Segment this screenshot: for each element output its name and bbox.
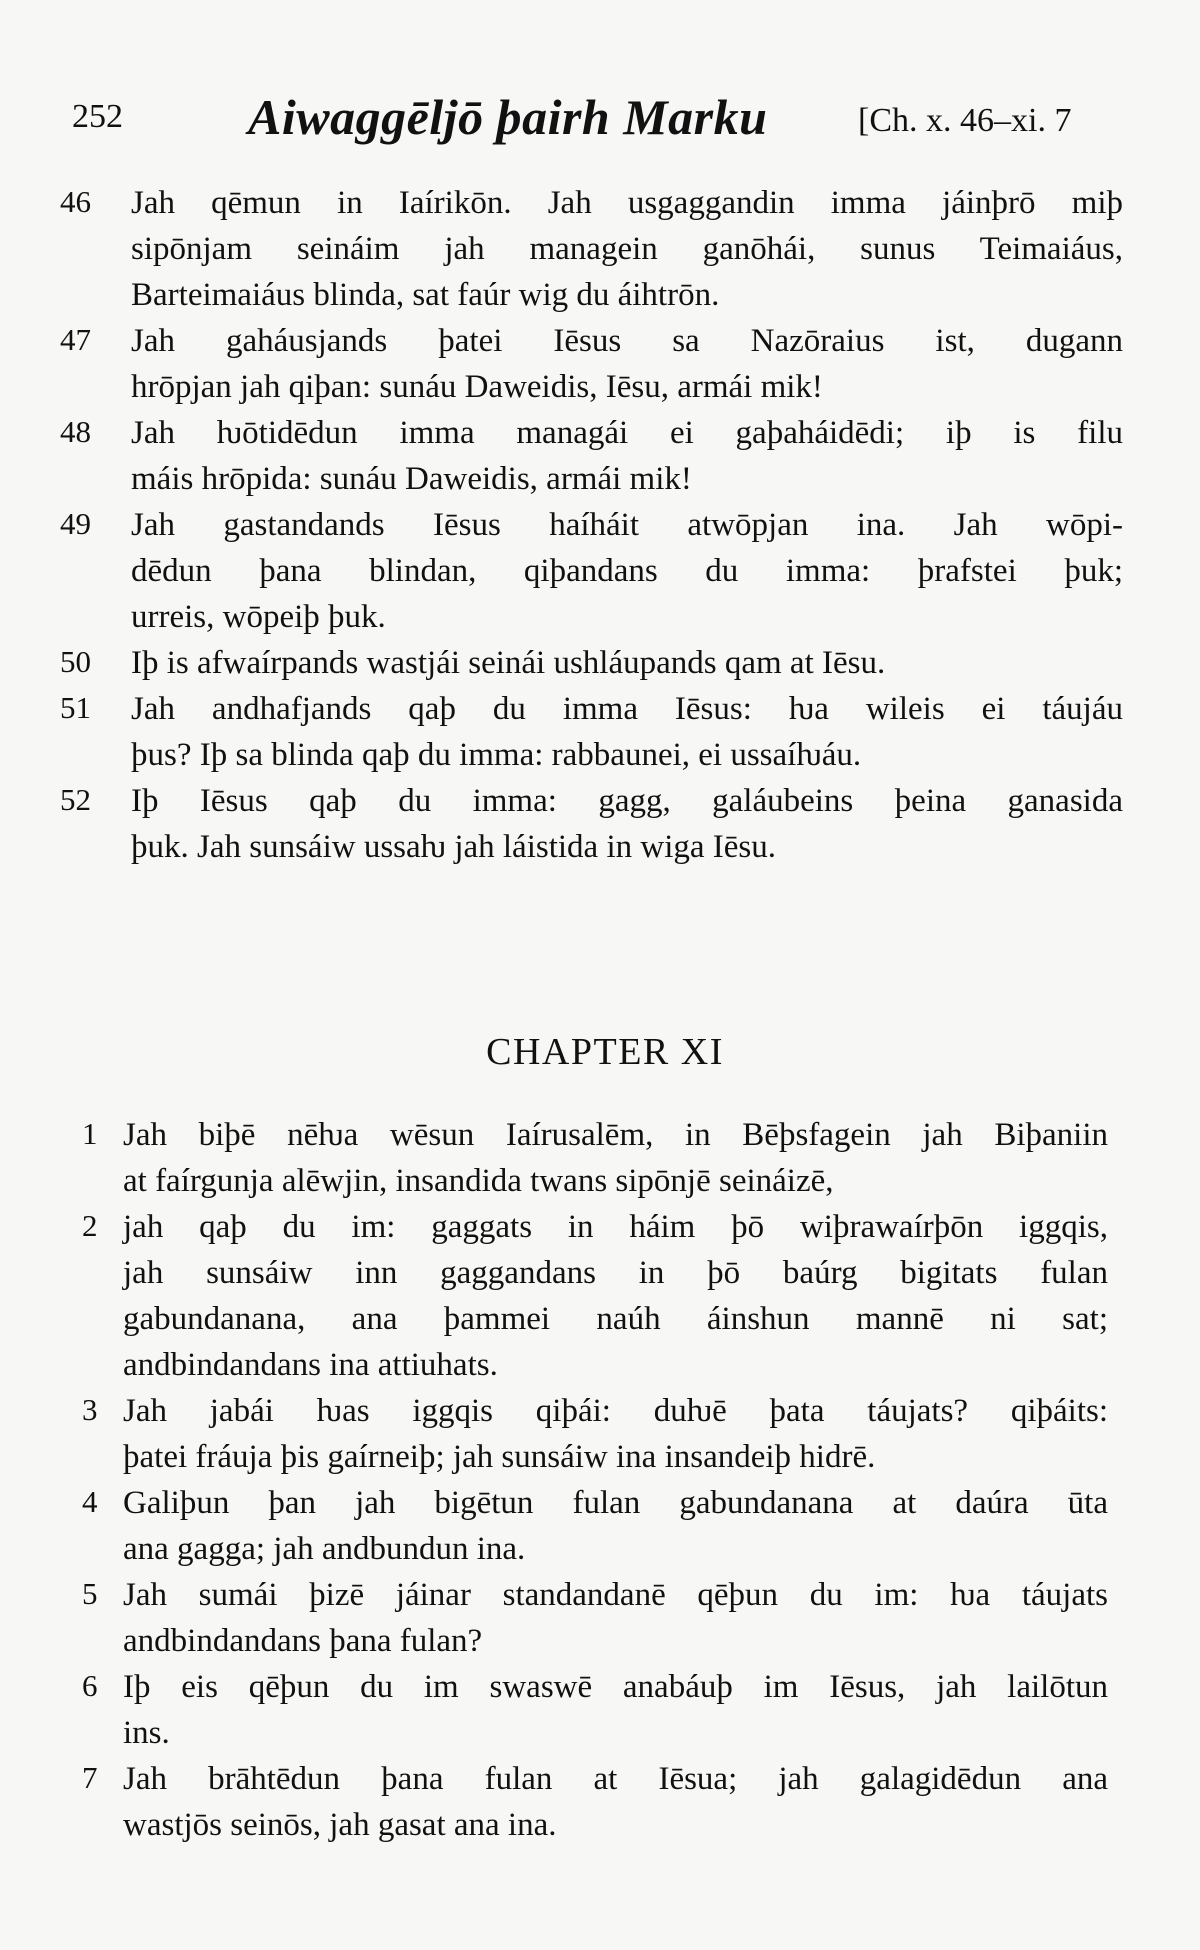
verse-number: 2 bbox=[82, 1208, 98, 1243]
verse-text bbox=[131, 686, 1123, 778]
verse-number: 52 bbox=[60, 782, 91, 817]
verse-line: Jah brāhtēdun þana fulan at Iēsua; jah galagidēdun ana bbox=[123, 1761, 1108, 1797]
verse-text bbox=[123, 1388, 1108, 1480]
verse-text bbox=[131, 778, 1123, 870]
verse-number: 6 bbox=[82, 1668, 98, 1703]
verse-text bbox=[123, 1204, 1108, 1388]
verse-line: Jah ƕōtidēdun imma managái ei gaþaháidēdi; iþ is filu bbox=[131, 415, 1123, 451]
verse-text bbox=[131, 640, 1123, 686]
verse-line: Jah andhafjands qaþ du imma Iēsus: ƕa wileis ei táujáu bbox=[131, 691, 1123, 727]
verse-1 bbox=[0, 1112, 1200, 1204]
verse-line: Jah qēmun in Iaírikōn. Jah usgaggandin imma jáinþrō miþ bbox=[131, 185, 1123, 221]
verse-number: 48 bbox=[60, 414, 91, 449]
verse-line: jah qaþ du im: gaggats in háim þō wiþrawaírþōn iggqis, bbox=[123, 1209, 1108, 1245]
verse-line: urreis, wōpeiþ þuk. bbox=[131, 599, 386, 635]
verse-number: 1 bbox=[82, 1116, 98, 1151]
verse-number: 7 bbox=[82, 1760, 98, 1795]
chapter-heading: CHAPTER XI bbox=[486, 1031, 724, 1073]
verse-47 bbox=[0, 318, 1200, 410]
verse-text bbox=[123, 1480, 1108, 1572]
chapter-reference: [Ch. x. 46–xi. 7 bbox=[858, 102, 1072, 139]
verse-number: 50 bbox=[60, 644, 91, 679]
verse-line: þuk. Jah sunsáiw ussaƕ jah láistida in wiga Iēsu. bbox=[131, 829, 776, 865]
verse-number: 47 bbox=[60, 322, 91, 357]
verse-line: wastjōs seinōs, jah gasat ana ina. bbox=[123, 1807, 557, 1843]
verse-text bbox=[123, 1664, 1108, 1756]
chapter-x-section bbox=[0, 180, 1200, 870]
verse-50 bbox=[0, 640, 1200, 686]
verse-line: máis hrōpida: sunáu Daweidis, armái mik! bbox=[131, 461, 692, 497]
verse-line: jah sunsáiw inn gaggandans in þō baúrg bigitats fulan bbox=[123, 1255, 1108, 1291]
verse-52 bbox=[0, 778, 1200, 870]
verse-5 bbox=[0, 1572, 1200, 1664]
verse-line: gabundanana, ana þammei naúh áinshun mannē ni sat; bbox=[123, 1301, 1108, 1337]
verse-number: 49 bbox=[60, 506, 91, 541]
verse-line: Jah sumái þizē jáinar standandanē qēþun du im: ƕa táujats bbox=[123, 1577, 1108, 1613]
chapter-xi-section bbox=[0, 1112, 1200, 1848]
verse-line: at faírgunja alēwjin, insandida twans sipōnjē seináizē, bbox=[123, 1163, 834, 1199]
verse-line: Iþ Iēsus qaþ du imma: gagg, galáubeins þeina ganasida bbox=[131, 783, 1123, 819]
verse-line: hrōpjan jah qiþan: sunáu Daweidis, Iēsu, armái mik! bbox=[131, 369, 823, 405]
verse-text bbox=[131, 410, 1123, 502]
page-number: 252 bbox=[72, 98, 123, 135]
verse-text bbox=[131, 502, 1123, 640]
verse-number: 4 bbox=[82, 1484, 98, 1519]
verse-line: Barteimaiáus blinda, sat faúr wig du áihtrōn. bbox=[131, 277, 720, 313]
verse-line: andbindandans ina attiuhats. bbox=[123, 1347, 498, 1383]
verse-text bbox=[131, 318, 1123, 410]
verse-line: Jah gastandands Iēsus haíháit atwōpjan ina. Jah wōpi- bbox=[131, 507, 1123, 543]
verse-line: Jah biþē nēƕa wēsun Iaírusalēm, in Bēþsfagein jah Biþaniin bbox=[123, 1117, 1108, 1153]
verse-text bbox=[123, 1756, 1108, 1848]
verse-3 bbox=[0, 1388, 1200, 1480]
verse-6 bbox=[0, 1664, 1200, 1756]
verse-text bbox=[131, 180, 1123, 318]
verse-2 bbox=[0, 1204, 1200, 1388]
verse-line: Jah gaháusjands þatei Iēsus sa Nazōraius ist, dugann bbox=[131, 323, 1123, 359]
verse-51 bbox=[0, 686, 1200, 778]
verse-number: 46 bbox=[60, 184, 91, 219]
verse-number: 3 bbox=[82, 1392, 98, 1427]
running-head bbox=[0, 88, 1200, 158]
verse-46 bbox=[0, 180, 1200, 318]
verse-48 bbox=[0, 410, 1200, 502]
verse-7 bbox=[0, 1756, 1200, 1848]
verse-line: þus? Iþ sa blinda qaþ du imma: rabbaunei, ei ussaíƕáu. bbox=[131, 737, 862, 773]
verse-line: andbindandans þana fulan? bbox=[123, 1623, 483, 1659]
verse-line: Iþ eis qēþun du im swaswē anabáuþ im Iēsus, jah lailōtun bbox=[123, 1669, 1108, 1705]
running-title: Aiwaggēljō þairh Marku bbox=[248, 89, 768, 145]
verse-line: ins. bbox=[123, 1715, 170, 1751]
verse-number: 5 bbox=[82, 1576, 98, 1611]
verse-line: sipōnjam seináim jah managein ganōhái, sunus Teimaiáus, bbox=[131, 231, 1123, 267]
verse-line: Jah jabái ƕas iggqis qiþái: duƕē þata táujats? qiþáits: bbox=[123, 1393, 1108, 1429]
verse-49 bbox=[0, 502, 1200, 640]
verse-line: Galiþun þan jah bigētun fulan gabundanana at daúra ūta bbox=[123, 1485, 1108, 1521]
verse-text bbox=[123, 1112, 1108, 1204]
verse-number: 51 bbox=[60, 690, 91, 725]
verse-line: þatei fráuja þis gaírneiþ; jah sunsáiw ina insandeiþ hidrē. bbox=[123, 1439, 876, 1475]
verse-4 bbox=[0, 1480, 1200, 1572]
verse-line: dēdun þana blindan, qiþandans du imma: þrafstei þuk; bbox=[131, 553, 1123, 589]
verse-text bbox=[123, 1572, 1108, 1664]
verse-line: ana gagga; jah andbundun ina. bbox=[123, 1531, 526, 1567]
verse-line: Iþ is afwaírpands wastjái seinái ushláupands qam at Iēsu. bbox=[131, 645, 886, 681]
